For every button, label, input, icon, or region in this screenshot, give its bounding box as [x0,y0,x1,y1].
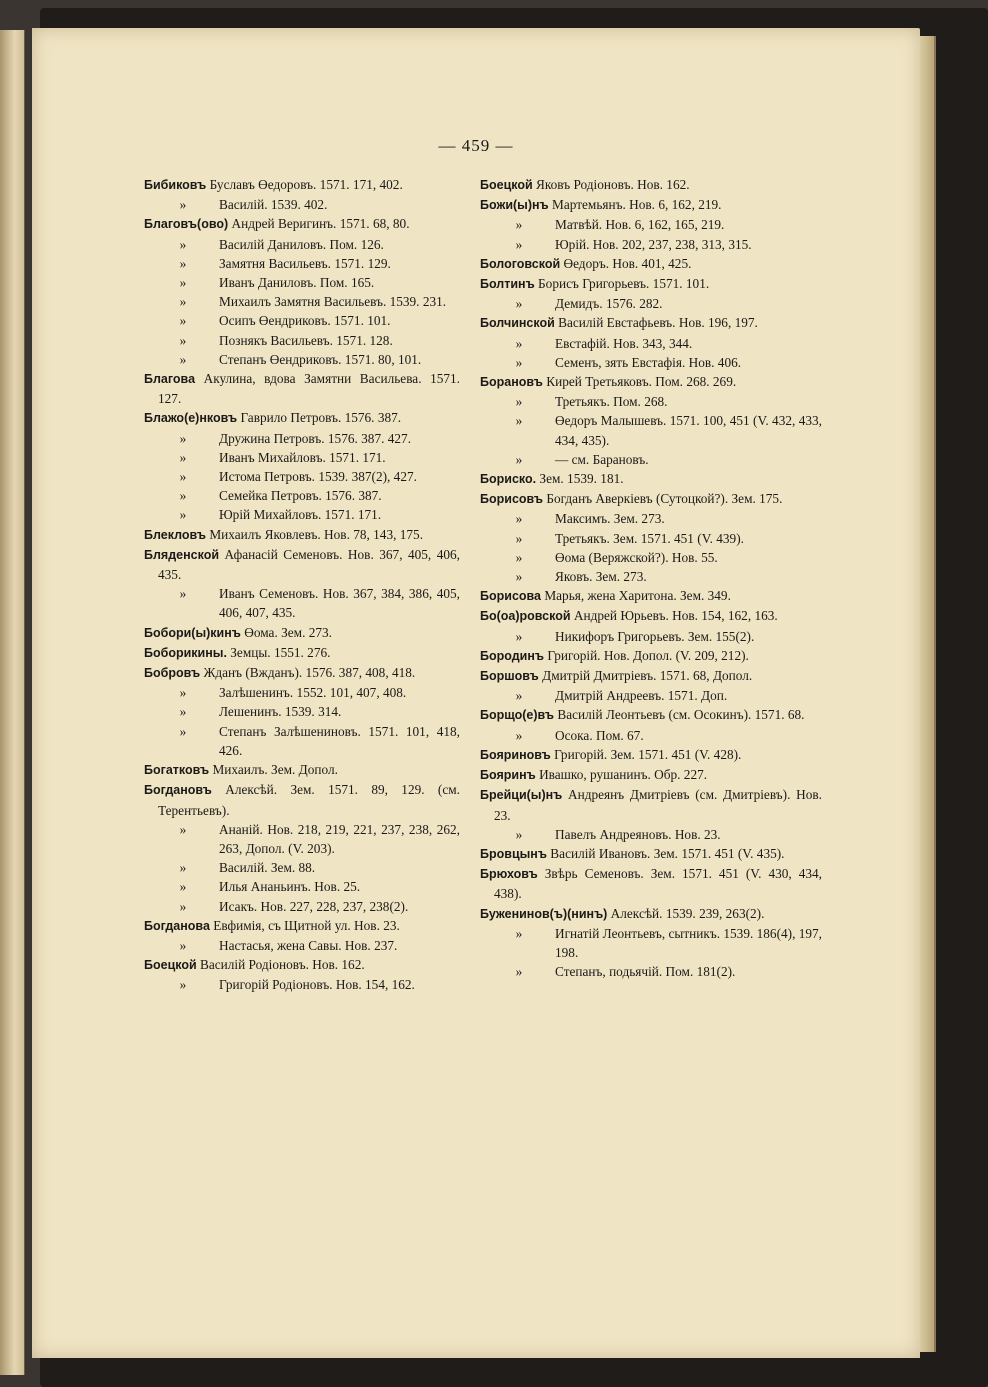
entry-text: Василій. Зем. 88. [219,860,316,876]
ditto-mark: » [515,335,523,351]
entry-text: Жданъ (Вжданъ). 1576. 387, 408, 418. [203,665,416,681]
ditto-mark: » [179,488,187,504]
entry-text: Звѣрь Семеновъ. Зем. 1571. 451 (V. 430, 434, 438). [494,866,822,902]
entry-text: Семенъ, зять Евстафія. Нов. 406. [555,354,742,370]
entry-text: — см. Барановъ. [555,451,649,467]
index-entry [480,745,822,765]
index-subentry [144,683,460,702]
ditto-mark: » [179,332,187,348]
index-column-left [144,175,460,995]
index-subentry [480,450,822,469]
index-subentry [480,627,822,646]
entry-text: Михаилъ Замятня Васильевъ. 1539. 231. [219,294,447,310]
index-entry [144,780,460,819]
entry-text: Юрій. Нов. 202, 237, 238, 313, 315. [555,236,752,252]
ditto-mark: » [515,413,523,429]
entry-headword: Бобори(ы)кинъ [144,625,241,640]
entry-headword: Болтинъ [480,277,535,292]
entry-headword: Борановъ [480,375,543,390]
index-entry [144,214,460,234]
index-subentry [480,353,822,372]
ditto-mark: » [515,826,523,842]
entry-text: Афанасій Семеновъ. Нов. 367, 405, 406, 435. [158,546,460,583]
index-subentry [144,486,460,505]
ditto-mark: » [179,879,187,895]
entry-headword: Боршовъ [480,669,539,684]
entry-text: Настасья, жена Савы. Нов. 237. [219,937,398,953]
entry-text: Третьякъ. Пом. 268. [555,394,668,410]
entry-text: Борисъ Григорьевъ. 1571. 101. [538,276,710,292]
ditto-mark: » [179,507,187,523]
entry-headword: Богданова [144,918,210,933]
ditto-mark: » [515,451,523,467]
entry-text: Григорій. Зем. 1571. 451 (V. 428). [554,746,742,762]
entry-text: Максимъ. Зем. 273. [555,511,665,527]
index-subentry [480,962,822,981]
entry-text: Иванъ Михайловъ. 1571. 171. [219,449,386,465]
entry-text: Михаилъ. Зем. Допол. [212,762,338,778]
ditto-mark: » [179,821,187,837]
ditto-mark: » [515,217,523,233]
ditto-mark: » [515,569,523,585]
entry-text: Марья, жена Харитона. Зем. 349. [544,588,731,604]
index-entry [144,545,460,584]
entry-text: Степанъ Залѣшениновъ. 1571. 101, 418, 426. [219,723,460,758]
entry-headword: Бо(оа)ровской [480,609,571,624]
entry-text: Дмитрій Дмитріевъ. 1571. 68, Допол. [542,668,753,684]
index-subentry [480,924,822,962]
index-subentry [480,235,822,254]
index-entry [480,313,822,333]
index-subentry [144,195,460,214]
entry-headword: Боецкой [480,178,533,192]
entry-text: Евфимія, съ Щитной ул. Нов. 23. [213,917,400,933]
index-entry [480,904,822,924]
index-entry [144,623,460,643]
entry-text: Истома Петровъ. 1539. 387(2), 427. [219,469,417,485]
entry-headword: Бояринъ [480,768,536,783]
entry-headword: Богатковъ [144,763,210,778]
entry-text: Залѣшенинъ. 1552. 101, 407, 408. [219,685,407,701]
index-entry [480,195,822,215]
index-entry [480,254,822,274]
index-subentry [144,858,460,877]
ditto-mark: » [515,296,523,312]
entry-text: Земцы. 1551. 276. [230,644,331,660]
index-subentry [144,702,460,721]
index-entry [144,663,460,683]
left-page-edge [0,30,25,1375]
entry-text: Алексѣй. 1539. 239, 263(2). [610,905,765,921]
entry-text: Григорій Родіоновъ. Нов. 154, 162. [219,977,415,993]
index-subentry [144,292,460,311]
index-subentry [480,686,822,705]
index-subentry [480,411,822,449]
index-entry [480,175,822,195]
entry-headword: Бровцынъ [480,846,547,861]
index-column-right [480,175,822,981]
entry-headword: Божи(ы)нъ [480,198,549,213]
entry-text: Гаврило Петровъ. 1576. 387. [240,410,402,426]
index-entry [480,274,822,294]
index-entry [144,408,460,428]
index-entry [144,525,460,545]
index-entry [480,785,822,824]
right-page-edge [920,36,936,1352]
entry-text: Осока. Пом. 67. [555,727,644,743]
ditto-mark: » [179,977,187,993]
index-entry [480,765,822,785]
book-page [32,28,920,1358]
entry-text: Өома (Веряжской?). Нов. 55. [555,549,718,565]
entry-text: Ивашко, рушанинъ. Обр. 227. [539,767,708,783]
entry-text: Андрей Веригинъ. 1571. 68, 80. [231,216,410,232]
index-subentry [144,820,460,858]
entry-text: Алексѣй. Зем. 1571. 89, 129. (см. Терентьевъ). [158,782,460,818]
index-subentry [144,350,460,369]
entry-text: Семейка Петровъ. 1576. 387. [219,488,382,504]
index-subentry [144,897,460,916]
entry-headword: Буженинов(ъ)(нинъ) [480,906,608,921]
entry-text: Василій Даниловъ. Пом. 126. [219,236,384,252]
entry-text: Юрій Михайловъ. 1571. 171. [219,507,382,523]
index-subentry [480,825,822,844]
entry-text: Андреянъ Дмитріевъ (см. Дмитріевъ). Нов. 23. [494,787,822,823]
index-entry [480,586,822,606]
ditto-mark: » [515,394,523,410]
ditto-mark: » [179,430,187,446]
index-subentry [144,584,460,622]
index-entry [480,646,822,666]
ditto-mark: » [179,294,187,310]
entry-text: Зем. 1539. 181. [539,471,624,487]
entry-text: Василій Ивановъ. Зем. 1571. 451 (V. 435). [550,845,785,861]
index-subentry [144,722,460,760]
entry-headword: Брейци(ы)нъ [480,788,563,803]
entry-text: Матвѣй. Нов. 6, 162, 165, 219. [555,217,725,233]
entry-text: Василій. 1539. 402. [219,197,328,213]
entry-headword: Благова [144,372,196,387]
index-subentry [144,975,460,994]
index-subentry [144,936,460,955]
ditto-mark: » [515,530,523,546]
entry-headword: Борисова [480,589,541,604]
entry-headword: Боецкой [144,958,197,973]
ditto-mark: » [179,197,187,213]
ditto-mark: » [179,723,187,739]
ditto-mark: » [179,449,187,465]
entry-text: Степанъ Өендриковъ. 1571. 80, 101. [219,351,422,367]
entry-text: Степанъ, подьячій. Пом. 181(2). [555,964,736,980]
ditto-mark: » [179,898,187,914]
entry-text: Познякъ Васильевъ. 1571. 128. [219,332,393,348]
entry-text: Михаилъ Яковлевъ. Нов. 78, 143, 175. [209,526,424,542]
index-entry [480,705,822,725]
index-entry [144,916,460,936]
entry-headword: Бибиковъ [144,178,207,192]
index-subentry [144,273,460,292]
ditto-mark: » [515,925,523,941]
ditto-mark: » [179,236,187,252]
entry-text: Лешенинъ. 1539. 314. [219,704,342,720]
ditto-mark: » [179,255,187,271]
index-subentry [480,726,822,745]
page-number: — 459 — [438,136,514,155]
entry-headword: Блажо(е)нковъ [144,411,238,426]
index-subentry [144,311,460,330]
ditto-mark: » [179,586,187,602]
index-entry [144,643,460,663]
index-entry [480,844,822,864]
entry-text: Ананій. Нов. 218, 219, 221, 237, 238, 262, 263, Допол. (V. 203). [219,821,460,856]
index-entry [480,372,822,392]
index-entry [144,369,460,408]
index-subentry [480,548,822,567]
entry-text: Андрей Юрьевъ. Нов. 154, 162, 163. [573,608,778,624]
entry-text: Василій Евстафьевъ. Нов. 196, 197. [558,315,758,331]
entry-text: Богданъ Аверкіевъ (Сутоцкой?). Зем. 175. [546,491,783,507]
entry-text: Өома. Зем. 273. [244,624,333,640]
entry-headword: Блекловъ [144,527,207,542]
entry-headword: Бляденской [144,547,220,562]
index-subentry [480,392,822,411]
ditto-mark: » [515,549,523,565]
entry-headword: Борщо(е)въ [480,708,555,723]
index-entry [144,760,460,780]
entry-text: Өедоръ. Нов. 401, 425. [563,255,692,271]
entry-headword: Богдановъ [144,783,212,798]
entry-text: Евстафій. Нов. 343, 344. [555,335,693,351]
index-entry [480,469,822,489]
index-subentry [144,467,460,486]
entry-text: Третьякъ. Зем. 1571. 451 (V. 439). [555,530,744,546]
ditto-mark: » [515,354,523,370]
ditto-mark: » [179,937,187,953]
entry-headword: Бориско. [480,472,537,487]
entry-text: Яковъ Родіоновъ. Нов. 162. [536,177,690,192]
entry-headword: Бородинъ [480,648,545,663]
index-entry [144,955,460,975]
entry-text: Игнатій Леонтьевъ, сытникъ. 1539. 186(4), 197, 198. [555,925,822,960]
index-subentry [480,567,822,586]
entry-text: Никифоръ Григорьевъ. Зем. 155(2). [555,628,755,644]
index-subentry [144,877,460,896]
index-subentry [480,294,822,313]
entry-text: Кирей Третьяковъ. Пом. 268. 269. [546,374,737,390]
index-entry [480,864,822,903]
entry-text: Акулина, вдова Замятни Васильева. 1571. 127. [158,371,460,407]
ditto-mark: » [179,685,187,701]
entry-headword: Бояриновъ [480,747,551,762]
entry-text: Василій Родіоновъ. Нов. 162. [200,957,365,973]
ditto-mark: » [515,511,523,527]
entry-text: Буславъ Өедоровъ. 1571. 171, 402. [209,177,403,192]
index-entry [144,175,460,195]
entry-text: Павелъ Андреяновъ. Нов. 23. [555,826,721,842]
entry-text: Демидъ. 1576. 282. [555,296,663,312]
index-subentry [480,509,822,528]
index-subentry [480,334,822,353]
entry-headword: Бологовской [480,256,561,271]
entry-text: Иванъ Семеновъ. Нов. 367, 384, 386, 405, 406, 407, 435. [219,586,460,621]
ditto-mark: » [179,469,187,485]
ditto-mark: » [515,727,523,743]
entry-headword: Болчинской [480,316,555,331]
index-subentry [144,429,460,448]
index-subentry [144,254,460,273]
entry-headword: Бобровъ [144,666,201,681]
entry-text: Иванъ Даниловъ. Пом. 165. [219,275,375,291]
entry-text: Григорій. Нов. Допол. (V. 209, 212). [547,647,749,663]
ditto-mark: » [179,275,187,291]
entry-headword: Брюховъ [480,867,538,882]
ditto-mark: » [179,351,187,367]
entry-text: Илья Ананьинъ. Нов. 25. [219,879,361,895]
ditto-mark: » [515,628,523,644]
entry-text: Мартемьянъ. Нов. 6, 162, 219. [552,197,722,213]
index-subentry [480,215,822,234]
index-subentry [144,331,460,350]
entry-headword: Боборикины. [144,645,227,660]
entry-headword: Благовъ(ово) [144,217,229,232]
ditto-mark: » [515,236,523,252]
ditto-mark: » [179,704,187,720]
entry-text: Өедоръ Малышевъ. 1571. 100, 451 (V. 432, 433, 434, 435). [555,413,822,448]
entry-text: Яковъ. Зем. 273. [555,569,647,585]
entry-text: Дружина Петровъ. 1576. 387. 427. [219,430,412,446]
index-subentry [144,235,460,254]
entry-headword: Борисовъ [480,492,544,507]
entry-text: Василій Леонтьевъ (см. Осокинъ). 1571. 68. [557,707,805,723]
index-entry [480,606,822,626]
index-subentry [144,505,460,524]
index-subentry [480,529,822,548]
index-subentry [144,448,460,467]
entry-text: Дмитрій Андреевъ. 1571. Доп. [555,688,728,704]
ditto-mark: » [179,860,187,876]
index-entry [480,666,822,686]
ditto-mark: » [515,964,523,980]
ditto-mark: » [515,688,523,704]
entry-text: Осипъ Өендриковъ. 1571. 101. [219,313,391,329]
entry-text: Исакъ. Нов. 227, 228, 237, 238(2). [219,898,409,914]
entry-text: Замятня Васильевъ. 1571. 129. [219,255,391,271]
ditto-mark: » [179,313,187,329]
index-entry [480,489,822,509]
